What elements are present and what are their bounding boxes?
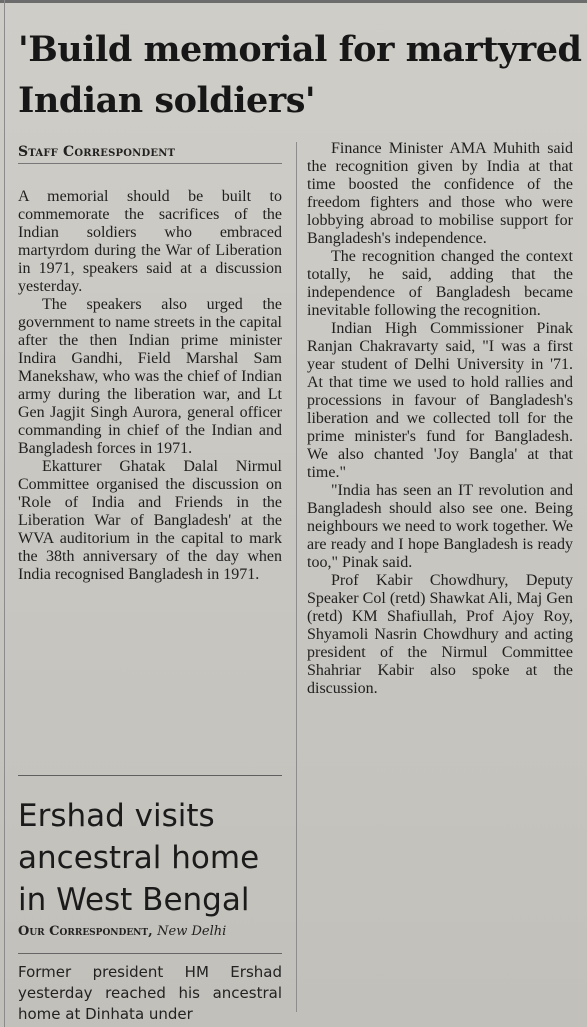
main-byline: Staff Correspondent: [18, 143, 282, 164]
top-rule: [0, 0, 587, 3]
second-headline: Ershad visits ancestral home in West Bengal: [18, 798, 260, 918]
right-column: [307, 140, 573, 698]
second-byline: [18, 924, 282, 940]
right-paragraph-4: "India has seen an IT revolution and Bangladesh should also see one. Being neighbours we need to work together. We are ready and I hope Bangladesh is ready too," Pinak said.: [307, 482, 573, 571]
left-paragraph-1: A memorial should be built to commemorate the sacrifices of the Indian soldiers who embraced martyrdom during the War of Liberation in 1971, speakers said at a discussion yesterday.: [18, 188, 282, 295]
second-byline-author: Our Correspondent,: [18, 924, 153, 939]
left-column: [18, 188, 282, 584]
second-byline-place: New Delhi: [157, 924, 227, 939]
second-article-body: Former president HM Ershad yesterday reached his ancestral home at Dinhata under: [18, 963, 282, 1023]
main-headline: 'Build memorial for martyred Indian soldiers': [18, 29, 582, 121]
right-paragraph-3: Indian High Commissioner Pinak Ranjan Chakravarty said, "I was a first year student of Delhi University in '71. At that time we used to hold rallies and processions in favour of Bangladesh's liberation and we collected toll for the prime minister's fund for Bangladesh. We also chanted 'Joy Bangla' at that time.": [307, 320, 573, 481]
second-byline-rule: [18, 953, 282, 954]
right-paragraph-2: The recognition changed the context totally, he said, adding that the independence of Bangladesh became inevitable following the recognition.: [307, 248, 573, 319]
right-paragraph-5: Prof Kabir Chowdhury, Deputy Speaker Col (retd) Shawkat Ali, Maj Gen (retd) KM Shafiullah, Prof Ajoy Roy, Shyamoli Nasrin Chowdhury and acting president of the Nirmul Committee Shahriar Kabir also spoke at the discussion.: [307, 572, 573, 697]
right-paragraph-1: Finance Minister AMA Muhith said the recognition given by India at that time boosted the confidence of the freedom fighters and those who were lobbying abroad to mobilise support for Bangladesh's independence.: [307, 140, 573, 247]
left-paragraph-3: Ekatturer Ghatak Dalal Nirmul Committee organised the discussion on 'Role of India and Friends in the Liberation War of Bangladesh' at the WVA auditorium in the capital to mark the 38th anniversary of the day when India recognised Bangladesh in 1971.: [18, 458, 282, 583]
left-column-rule: [4, 0, 5, 1027]
column-divider: [296, 142, 297, 1012]
left-paragraph-2: The speakers also urged the government to name streets in the capital after the then Indian prime minister Indira Gandhi, Field Marshal Sam Manekshaw, who was the chief of Indian army during the liberation war, and Lt Gen Jagjit Singh Aurora, general officer commanding in chief of the Indian and Bangladesh forces in 1971.: [18, 296, 282, 457]
article-separator: [18, 775, 282, 776]
